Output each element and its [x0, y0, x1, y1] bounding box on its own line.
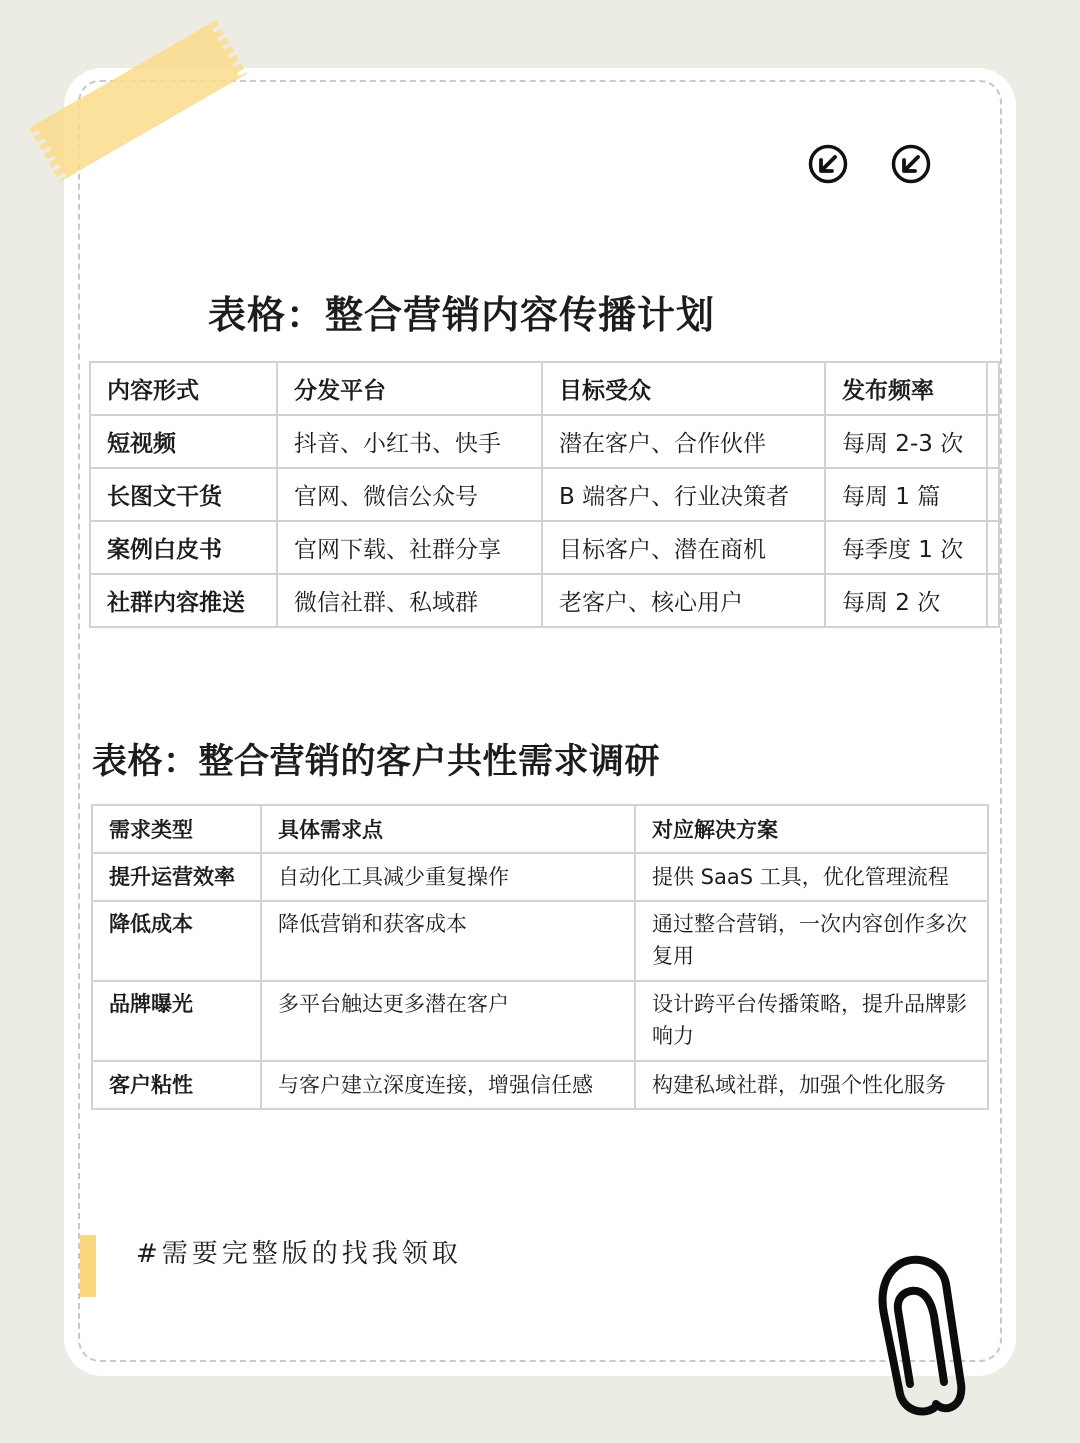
table-row [90, 521, 999, 574]
table-cell: 客户粘性 [92, 1061, 261, 1109]
table-cell: 自动化工具减少重复操作 [261, 853, 635, 901]
header-cell: 内容形式 [90, 362, 277, 415]
table-cell-blank [987, 574, 999, 627]
table-cell: 官网、微信公众号 [277, 468, 542, 521]
table-cell: 老客户、核心用户 [542, 574, 825, 627]
header-cell: 分发平台 [277, 362, 542, 415]
table-cell: 品牌曝光 [92, 981, 261, 1061]
dashed-frame [78, 80, 1002, 1362]
table-cell: 目标客户、潜在商机 [542, 521, 825, 574]
table-row [92, 901, 988, 981]
table-header-row [92, 805, 988, 853]
table-cell: 降低成本 [92, 901, 261, 981]
table-cell: 短视频 [90, 415, 277, 468]
customer-needs-table [91, 804, 989, 1110]
table-row [90, 468, 999, 521]
table-cell: 多平台触达更多潜在客户 [261, 981, 635, 1061]
table-header-row [90, 362, 999, 415]
table-cell: 通过整合营销，一次内容创作多次复用 [635, 901, 988, 981]
table-cell: 抖音、小红书、快手 [277, 415, 542, 468]
content-plan-table [89, 361, 1000, 628]
header-cell: 发布频率 [825, 362, 987, 415]
arrow-down-left-circle-icon [808, 144, 848, 184]
table-cell: 设计跨平台传播策略，提升品牌影响力 [635, 981, 988, 1061]
table-cell: 提升运营效率 [92, 853, 261, 901]
footer-accent-bar [80, 1235, 96, 1297]
table-row [92, 853, 988, 901]
table-cell: 降低营销和获客成本 [261, 901, 635, 981]
header-cell: 对应解决方案 [635, 805, 988, 853]
table-title-survey: 表格：整合营销的客户共性需求调研 [92, 742, 661, 782]
arrow-down-left-circle-icon [891, 144, 931, 184]
table-row [90, 415, 999, 468]
table-cell-blank [987, 415, 999, 468]
table-cell: 每周 1 篇 [825, 468, 987, 521]
table-cell-blank [987, 468, 999, 521]
table-row [90, 574, 999, 627]
table-title-plan: 表格：整合营销内容传播计划 [208, 293, 716, 337]
table-cell: 提供 SaaS 工具，优化管理流程 [635, 853, 988, 901]
footer-note: #需要完整版的找我领取 [136, 1239, 462, 1269]
table-cell: 案例白皮书 [90, 521, 277, 574]
table-cell-blank [987, 521, 999, 574]
table-cell: 每季度 1 次 [825, 521, 987, 574]
table-cell: 构建私域社群，加强个性化服务 [635, 1061, 988, 1109]
table-cell: 长图文干货 [90, 468, 277, 521]
table-cell: 每周 2-3 次 [825, 415, 987, 468]
table-cell: 社群内容推送 [90, 574, 277, 627]
table-cell: B 端客户、行业决策者 [542, 468, 825, 521]
table-row [92, 981, 988, 1061]
table-cell: 潜在客户、合作伙伴 [542, 415, 825, 468]
table-cell: 与客户建立深度连接，增强信任感 [261, 1061, 635, 1109]
table-cell-blank [987, 362, 999, 415]
header-cell: 需求类型 [92, 805, 261, 853]
table-cell: 官网下载、社群分享 [277, 521, 542, 574]
header-cell: 目标受众 [542, 362, 825, 415]
table-row [92, 1061, 988, 1109]
table-cell: 每周 2 次 [825, 574, 987, 627]
header-cell: 具体需求点 [261, 805, 635, 853]
table-cell: 微信社群、私域群 [277, 574, 542, 627]
paperclip-icon [876, 1254, 966, 1420]
